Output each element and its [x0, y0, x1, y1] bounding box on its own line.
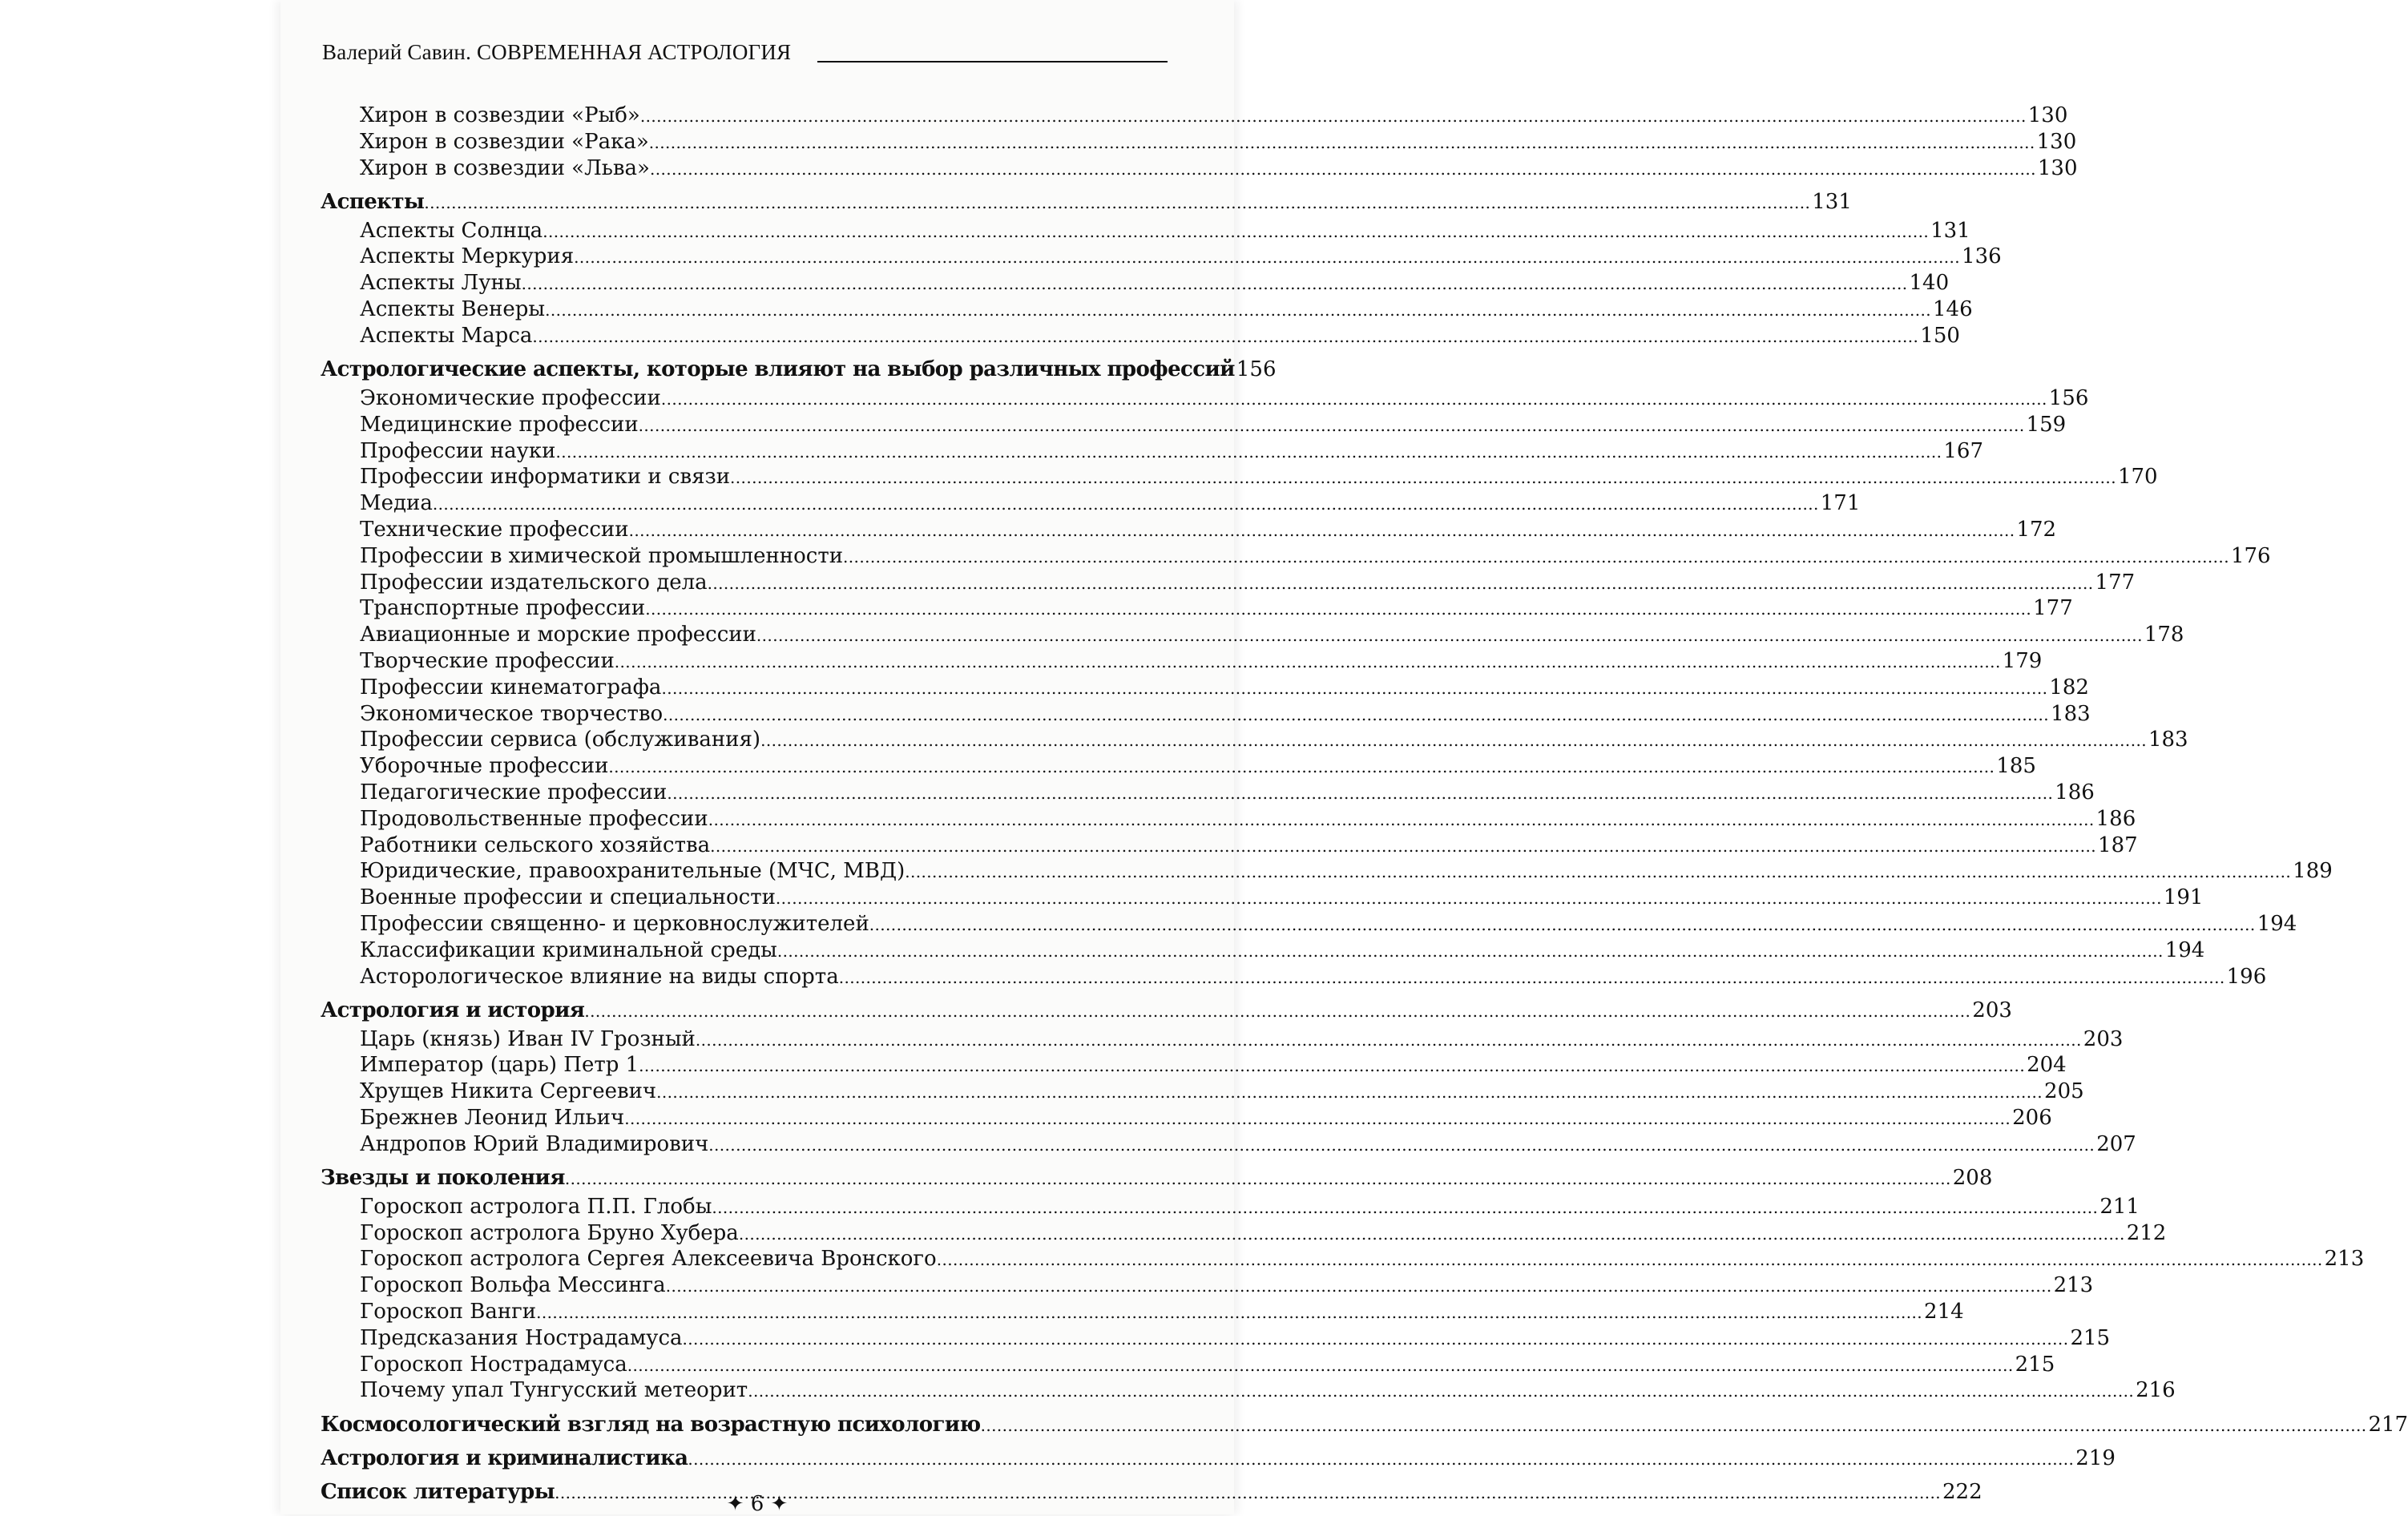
toc-entry [321, 937, 2205, 964]
toc-entry-title: Аспекты Марса [360, 323, 533, 348]
toc-entry [321, 648, 2043, 675]
toc-entry [321, 323, 1960, 349]
dot-leader [683, 1325, 2069, 1353]
toc-entry [321, 701, 2091, 728]
toc-page-number: 203 [2083, 1026, 2124, 1051]
toc-entry [321, 570, 2136, 596]
toc-page-number: 172 [2016, 517, 2057, 542]
toc-entry [321, 270, 1950, 296]
toc-entry [321, 1079, 2084, 1105]
toc-entry-title: Аспекты Меркурия [360, 244, 575, 269]
dot-leader [981, 1412, 2367, 1439]
toc-entry-title: Профессии священно- и церковнослужителей [360, 911, 869, 936]
toc-page-number: 219 [2075, 1446, 2116, 1471]
dot-leader [565, 1165, 1951, 1192]
toc-entry-title: Император (царь) Петр 1 [360, 1053, 639, 1078]
toc-entry-title: Уборочные профессии [360, 754, 609, 779]
toc-entry [321, 1131, 2136, 1158]
dot-leader [543, 218, 1929, 245]
toc-entry [321, 964, 2267, 990]
toc-entry-title: Классификации криминальной среды [360, 937, 777, 962]
toc-entry-title: Список литературы [321, 1480, 555, 1505]
dot-leader [424, 189, 1810, 216]
dot-leader [555, 438, 1942, 466]
dot-leader [843, 543, 2229, 571]
dot-leader [608, 753, 1995, 780]
toc-entry-title: Экономическое творчество [360, 701, 664, 726]
toc-entry-title: Гороскоп Нострадамуса [360, 1352, 627, 1377]
toc-page-number: 177 [2033, 596, 2073, 621]
dot-leader [639, 412, 2025, 439]
dot-leader [839, 964, 2225, 991]
toc-entry-title: Звезды и поколения [321, 1166, 565, 1191]
toc-entry-title: Аспекты [321, 189, 425, 214]
toc-entry-title: Космосологический взгляд на возрастную психологию [321, 1412, 981, 1437]
toc-entry [321, 1272, 2094, 1299]
dot-leader [712, 1194, 2098, 1221]
toc-page-number: 189 [2293, 859, 2333, 884]
toc-entry-title: Аспекты Солнца [360, 218, 543, 243]
toc-page-number: 205 [2044, 1079, 2084, 1104]
dot-leader [661, 385, 2047, 413]
toc-entry-title: Авиационные и морские профессии [360, 623, 756, 647]
toc-entry [321, 296, 1973, 323]
toc-page-number: 130 [2037, 155, 2078, 180]
toc-page-number: 186 [2095, 806, 2136, 831]
toc-entry [321, 412, 2067, 438]
page-number: ✦ 6 ✦ [726, 1492, 789, 1516]
dot-leader [869, 911, 2256, 938]
dot-leader [756, 622, 2143, 649]
toc-entry [321, 543, 2271, 570]
toc-entry [321, 911, 2297, 937]
dot-leader [650, 155, 2036, 183]
toc-page-number: 196 [2226, 964, 2267, 989]
toc-page-number: 140 [1909, 271, 1950, 296]
toc-page-number: 215 [2015, 1352, 2055, 1377]
toc-page-number: 183 [2051, 701, 2091, 726]
running-title: Валерий Савин. СОВРЕМЕННАЯ АСТРОЛОГИЯ [322, 40, 792, 64]
running-header [322, 40, 1168, 69]
toc-entry-title: Профессии издательского дела [360, 570, 708, 595]
toc-page-number: 183 [2148, 728, 2188, 752]
toc-entry [321, 806, 2136, 833]
toc-page-number: 130 [2036, 129, 2077, 154]
toc-entry-title: Астрология и криминалистика [321, 1446, 688, 1471]
toc-entry-title: Царь (князь) Иван IV Грозный [360, 1026, 696, 1051]
toc-page-number: 213 [2324, 1247, 2365, 1272]
toc-page-number: 182 [2049, 675, 2089, 700]
toc-chapter [321, 189, 1852, 216]
toc-entry [321, 1105, 2052, 1131]
dot-leader [688, 1445, 2074, 1473]
toc-entry-title: Асторологическое влияние на виды спорта [360, 964, 839, 989]
toc-chapter [321, 998, 2012, 1024]
toc-page-number: 217 [2368, 1412, 2408, 1437]
toc-entry [321, 1220, 2167, 1247]
toc-page-number: 131 [1812, 189, 1852, 214]
toc-entry-title: Медицинские профессии [360, 412, 639, 437]
toc-entry [321, 833, 2138, 859]
toc-entry-title: Хирон в созвездии «Рыб» [360, 103, 640, 127]
dot-leader [777, 937, 2164, 965]
toc-entry-title: Профессии науки [360, 438, 556, 463]
toc-entry-title: Профессии информатики и связи [360, 465, 731, 490]
toc-page-number: 171 [1820, 491, 1861, 516]
dot-leader [656, 1079, 2043, 1106]
dot-leader [696, 1026, 2082, 1054]
toc-page-number: 208 [1952, 1166, 1993, 1191]
dot-leader [730, 464, 2116, 491]
dot-leader [627, 1352, 2014, 1379]
toc-page-number: 206 [2012, 1105, 2052, 1130]
toc-entry [321, 727, 2188, 753]
toc-entry-title: Технические профессии [360, 517, 629, 542]
dot-leader [532, 323, 1918, 350]
dot-leader [708, 806, 2095, 833]
toc-page-number: 204 [2027, 1053, 2067, 1078]
toc-page-number: 212 [2126, 1220, 2167, 1245]
toc-entry-title: Хрущев Никита Сергеевич [360, 1079, 657, 1104]
toc-entry-title: Хирон в созвездии «Рака» [360, 129, 649, 154]
dot-leader [667, 780, 2053, 807]
toc-page-number: 213 [2053, 1273, 2094, 1298]
toc-page-number: 187 [2098, 833, 2138, 857]
toc-page-number: 211 [2099, 1194, 2140, 1219]
toc-entry-title: Гороскоп Вольфа Мессинга [360, 1273, 666, 1298]
toc-entry-title: Профессии сервиса (обслуживания) [360, 728, 761, 752]
dot-leader [574, 244, 1960, 271]
dot-leader [710, 833, 2096, 860]
dot-leader [649, 129, 2035, 156]
toc-entry [321, 464, 2158, 490]
toc-entry [321, 155, 2078, 182]
toc-page-number: 214 [1924, 1300, 1964, 1324]
toc-page-number: 156 [2048, 385, 2089, 410]
toc-page-number: 176 [2230, 543, 2271, 568]
toc-entry-title: Творческие профессии [360, 648, 615, 673]
toc-page-number: 150 [1920, 323, 1960, 348]
toc-page-number: 186 [2055, 780, 2095, 804]
dot-leader [748, 1377, 2134, 1405]
toc-entry-title: Военные профессии и специальности [360, 885, 776, 910]
dot-leader [760, 727, 2147, 754]
toc-chapter [321, 1412, 2408, 1438]
toc-entry [321, 218, 1970, 244]
toc-entry [321, 1352, 2055, 1378]
dot-leader [433, 490, 1819, 518]
toc-page-number: 178 [2144, 623, 2184, 647]
toc-entry-title: Предсказания Нострадамуса [360, 1325, 683, 1350]
dot-leader [666, 1272, 2052, 1300]
toc-page-number: 146 [1933, 297, 1973, 322]
toc-entry-title: Хирон в созвездии «Льва» [360, 155, 650, 180]
dot-leader [661, 675, 2047, 702]
toc-entry [321, 129, 2077, 155]
toc-page-number: 179 [2002, 648, 2043, 673]
toc-entry-title: Аспекты Луны [360, 271, 522, 296]
toc-entry [321, 1246, 2365, 1272]
toc-entry-title: Педагогические профессии [360, 780, 668, 804]
book-page [280, 0, 2408, 1516]
dot-leader [708, 1131, 2095, 1159]
header-rule [817, 61, 1168, 62]
dot-leader [739, 1220, 2125, 1248]
toc-page-number: 203 [1972, 998, 2012, 1022]
toc-entry [321, 1194, 2140, 1220]
toc-entry-title: Гороскоп астролога Сергея Алексеевича Вронского [360, 1247, 937, 1272]
toc-page-number: 207 [2096, 1131, 2136, 1156]
dot-leader [776, 885, 2162, 912]
toc-entry [321, 517, 2057, 543]
toc-entry-title: Гороскоп Ванги [360, 1300, 537, 1324]
toc-entry [321, 1299, 1964, 1325]
toc-entry [321, 1377, 2176, 1404]
toc-page-number: 191 [2163, 885, 2204, 910]
toc-page-number: 194 [2164, 937, 2205, 962]
toc-chapter [321, 357, 1277, 383]
toc-entry-title: Гороскоп астролога П.П. Глобы [360, 1194, 712, 1219]
toc-entry [321, 675, 2089, 701]
toc-entry-title: Брежнев Леонид Ильич [360, 1105, 625, 1130]
toc-entry [321, 753, 2036, 780]
toc-entry-title: Профессии в химической промышленности [360, 543, 844, 568]
toc-entry [321, 438, 1984, 465]
dot-leader [545, 296, 1931, 324]
toc-page-number: 185 [1996, 754, 2036, 779]
dot-leader [536, 1299, 1922, 1326]
toc-entry-title: Профессии кинематографа [360, 675, 662, 700]
toc-entry-title: Работники сельского хозяйства [360, 833, 711, 857]
toc-entry [321, 1026, 2124, 1053]
toc-entry [321, 1052, 2067, 1079]
toc-entry-title: Медиа [360, 491, 433, 516]
toc-page-number: 156 [1236, 357, 1277, 382]
dot-leader [640, 103, 2027, 130]
toc-page-number: 222 [1942, 1480, 1982, 1505]
toc-entry-title: Транспортные профессии [360, 596, 646, 621]
toc-page-number: 159 [2026, 412, 2067, 437]
dot-leader [624, 1105, 2011, 1132]
toc-page-number: 216 [2136, 1378, 2176, 1403]
dot-leader [937, 1246, 2323, 1273]
dot-leader [639, 1052, 2025, 1079]
toc-page-number: 130 [2027, 103, 2068, 127]
toc-entry [321, 1325, 2111, 1352]
toc-chapter [321, 1445, 2116, 1472]
toc-entry-title: Астрология и история [321, 998, 585, 1022]
dot-leader [708, 570, 2094, 597]
toc-entry [321, 780, 2095, 806]
toc-entry-title: Гороскоп астролога Бруно Хубера [360, 1220, 739, 1245]
table-of-contents [321, 103, 2408, 1506]
toc-entry-title: Экономические профессии [360, 385, 661, 410]
dot-leader [663, 701, 2049, 728]
toc-entry [321, 622, 2184, 648]
dot-leader [629, 517, 2015, 544]
dot-leader [615, 648, 2001, 675]
dot-leader [645, 595, 2031, 623]
toc-entry [321, 885, 2204, 911]
toc-entry [321, 595, 2073, 622]
dot-leader [905, 858, 2291, 885]
dot-leader [522, 270, 1908, 297]
toc-entry-title: Аспекты Венеры [360, 297, 546, 322]
toc-page-number: 170 [2117, 465, 2158, 490]
toc-page-number: 167 [1943, 438, 1984, 463]
toc-page-number: 131 [1930, 218, 1970, 243]
toc-page-number: 177 [2095, 570, 2136, 595]
toc-page-number: 194 [2257, 911, 2297, 936]
toc-entry [321, 858, 2333, 885]
toc-entry-title: Андропов Юрий Владимирович [360, 1131, 709, 1156]
toc-chapter [321, 1165, 1993, 1191]
toc-entry [321, 490, 1861, 517]
toc-entry [321, 244, 2002, 270]
toc-entry-title: Астрологические аспекты, которые влияют на выбор различных профессий [321, 357, 1235, 382]
toc-page-number: 215 [2070, 1325, 2111, 1350]
dot-leader [584, 998, 1970, 1025]
toc-entry-title: Продовольственные профессии [360, 806, 708, 831]
toc-entry [321, 103, 2068, 129]
toc-entry [321, 385, 2089, 412]
toc-entry-title: Почему упал Тунгусский метеорит [360, 1378, 748, 1403]
toc-page-number: 136 [1962, 244, 2002, 269]
toc-entry-title: Юридические, правоохранительные (МЧС, МВД) [360, 859, 906, 884]
